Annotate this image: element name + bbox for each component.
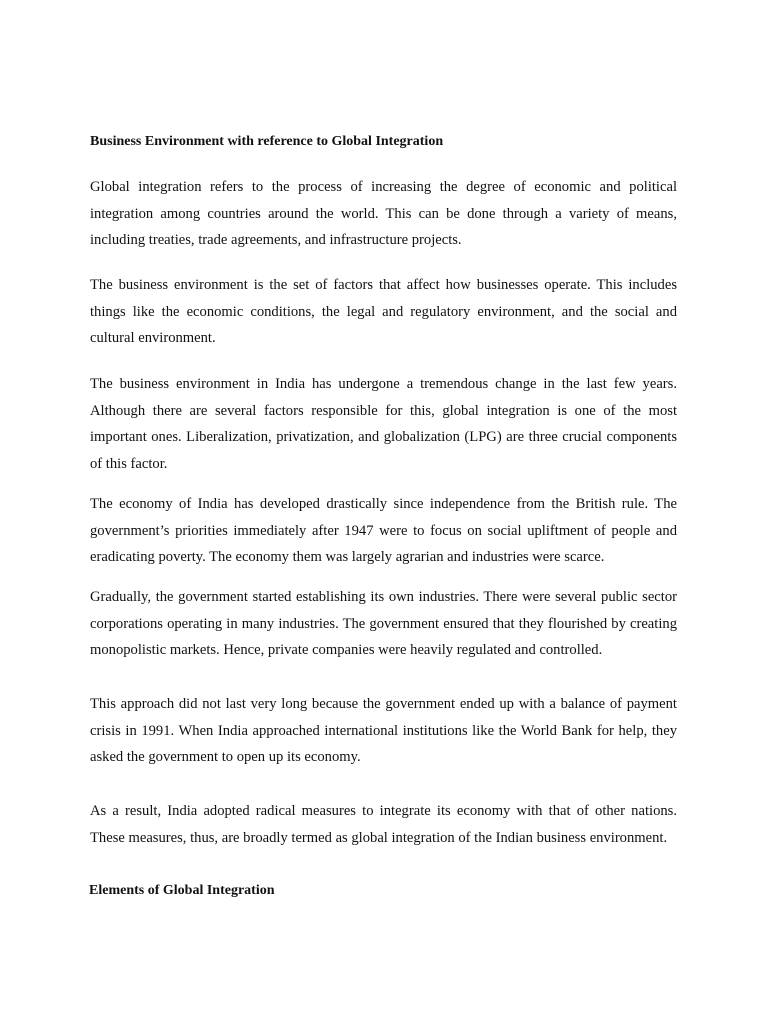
- paragraph-india-change: The business environment in India has undergone a tremendous change in the last few years. Although there are several factors responsible for this, global integration is one of the most important ones. Liberalization, privatization, and globalization (LPG) are three crucial components of this factor.: [90, 376, 677, 472]
- paragraph-government-industries: Gradually, the government started establishing its own industries. There were several public sector corporations operating in many industries. The government ensured that they flourished by creating monopolistic markets. Hence, private companies were heavily regulated and controlled.: [90, 589, 677, 659]
- paragraph-payment-crisis: This approach did not last very long because the government ended up with a balance of payment crisis in 1991. When India approached international institutions like the World Bank for help, they asked the government to open up its economy.: [90, 696, 677, 766]
- paragraph-india-economy-history: The economy of India has developed drastically since independence from the British rule. The government’s priorities immediately after 1947 were to focus on social upliftment of people and eradicating poverty. The economy them was largely agrarian and industries were scarce.: [90, 496, 677, 566]
- document-title: Business Environment with reference to Global Integration: [90, 134, 444, 149]
- paragraph-business-environment-definition: The business environment is the set of factors that affect how businesses operate. This includes things like the economic conditions, the legal and regulatory environment, and the social and cultural environment.: [90, 277, 677, 347]
- paragraph-global-integration-definition: Global integration refers to the process of increasing the degree of economic and political integration among countries around the world. This can be done through a variety of means, including treaties, trade agreements, and infrastructure projects.: [90, 179, 677, 249]
- section-heading-elements: Elements of Global Integration: [89, 883, 275, 898]
- paragraph-radical-measures: As a result, India adopted radical measures to integrate its economy with that of other nations. These measures, thus, are broadly termed as global integration of the Indian business environment.: [90, 803, 677, 846]
